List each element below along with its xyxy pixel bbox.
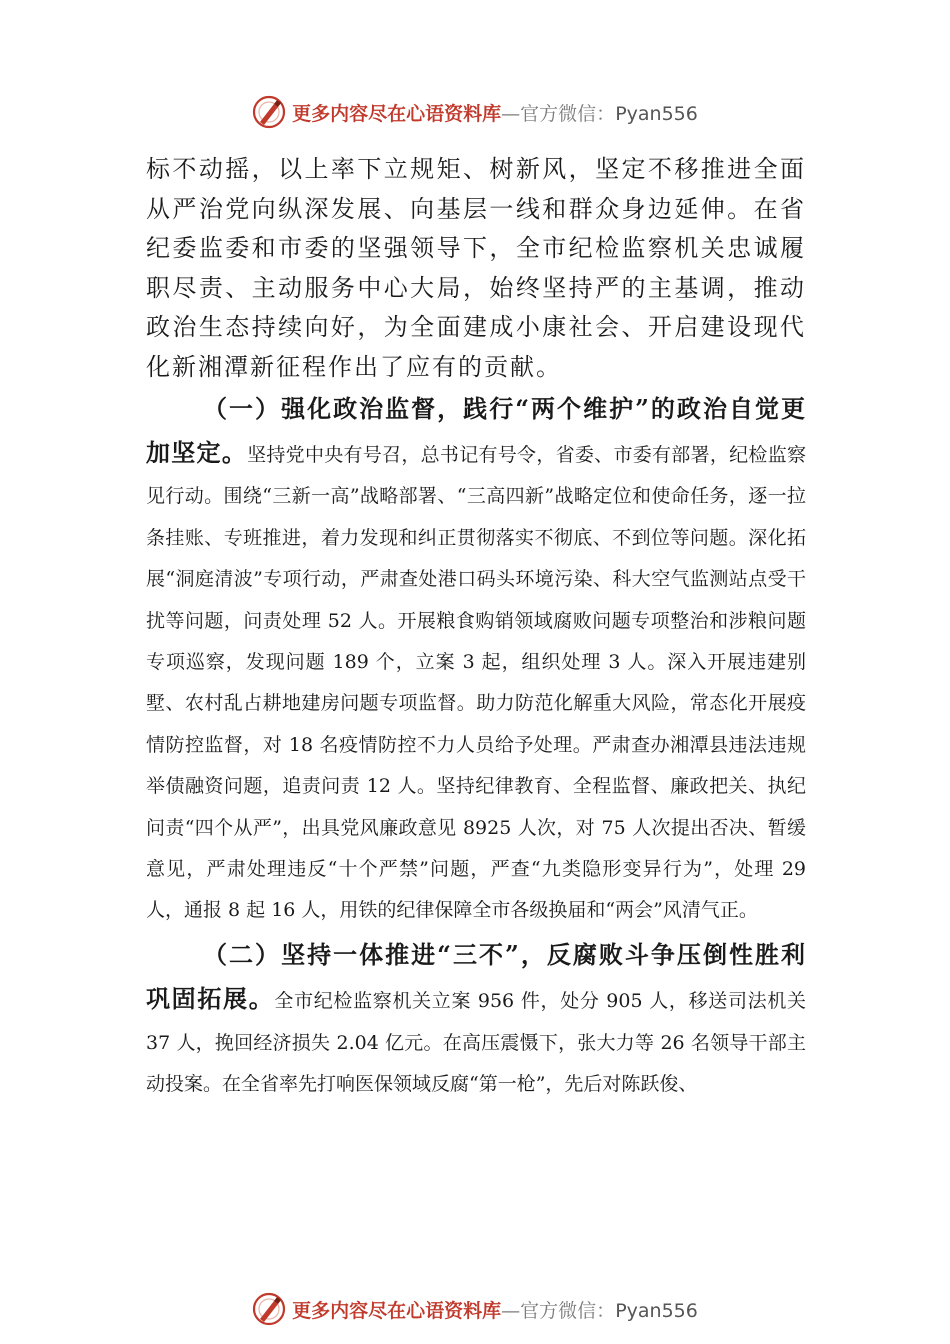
banner-title: 更多内容尽在心语资料库 xyxy=(292,1299,502,1322)
section-2-paragraph xyxy=(146,934,806,1106)
section-1-body: 坚持党中央有号召，总书记有号令，省委、市委有部署，纪检监察见行动。围绕“三新一高”战略部署、“三高四新”战略定位和使命任务，逐一拉条挂账、专班推进，着力发现和纠正贯彻落实不彻底、不到位等问题。深化拓展“洞庭清波”专项行动，严肃查处港口码头环境污染、科大空气监测站点受干扰等问题，问责处理 52 人。开展粮食购销领域腐败问题专项整治和涉粮问题专项巡察，发现问题 189 个，立案 3 起，组织处理 3 人。深入开展违建别墅、农村乱占耕地建房问题专项监督。助力防范化解重大风险，常态化开展疫情防控监督，对 18 名疫情防控不力人员给予处理。严肃查办湘潭县违法违规举债融资问题，追责问责 12 人。坚持纪律教育、全程监督、廉政把关、执纪问责“四个从严”，出具党风廉政意见 8925 人次，对 75 人次提出否决、暂缓意见，严肃处理违反“十个严禁”问题，严查“九类隐形变异行为”，处理 29 人，通报 8 起 16 人，用铁的纪律保障全市各级换届和“两会”风清气正。 xyxy=(146,443,806,922)
top-watermark-banner xyxy=(0,92,950,132)
intro-paragraph: 标不动摇，以上率下立规矩、树新风，坚定不移推进全面从严治党向纵深发展、向基层一线和群众身边延伸。在省纪委监委和市委的坚强领导下，全市纪检监察机关忠诚履职尽责、主动服务中心大局，始终坚持严的主基调，推动政治生态持续向好，为全面建成小康社会、开启建设现代化新湘潭新征程作出了应有的贡献。 xyxy=(146,155,806,381)
banner-wechat-label: —官方微信： xyxy=(501,1299,616,1322)
banner-account: Pyan556 xyxy=(615,1299,698,1322)
section-2-heading: （二）坚持一体推进“三不”，反腐败斗争压倒性胜利巩固拓展。 xyxy=(146,939,806,1014)
banner-wechat-label: —官方微信： xyxy=(501,102,616,125)
banner-account: Pyan556 xyxy=(615,102,698,125)
pen-logo-icon xyxy=(252,95,286,129)
section-2-body: 全市纪检监察机关立案 956 件，处分 905 人，移送司法机关 37 人，挽回经济损失 2.04 亿元。在高压震慑下，张大力等 26 名领导干部主动投案。在全省率先打响医保领域反腐“第一枪”，先后对陈跃俊、 xyxy=(146,990,806,1096)
section-1-paragraph xyxy=(146,388,806,932)
document-body xyxy=(146,150,806,1105)
bottom-watermark-banner xyxy=(0,1289,950,1329)
pen-logo-icon xyxy=(252,1292,286,1326)
banner-title: 更多内容尽在心语资料库 xyxy=(292,102,502,125)
section-1-heading: （一）强化政治监督，践行“两个维护”的政治自觉更加坚定。 xyxy=(146,393,806,467)
